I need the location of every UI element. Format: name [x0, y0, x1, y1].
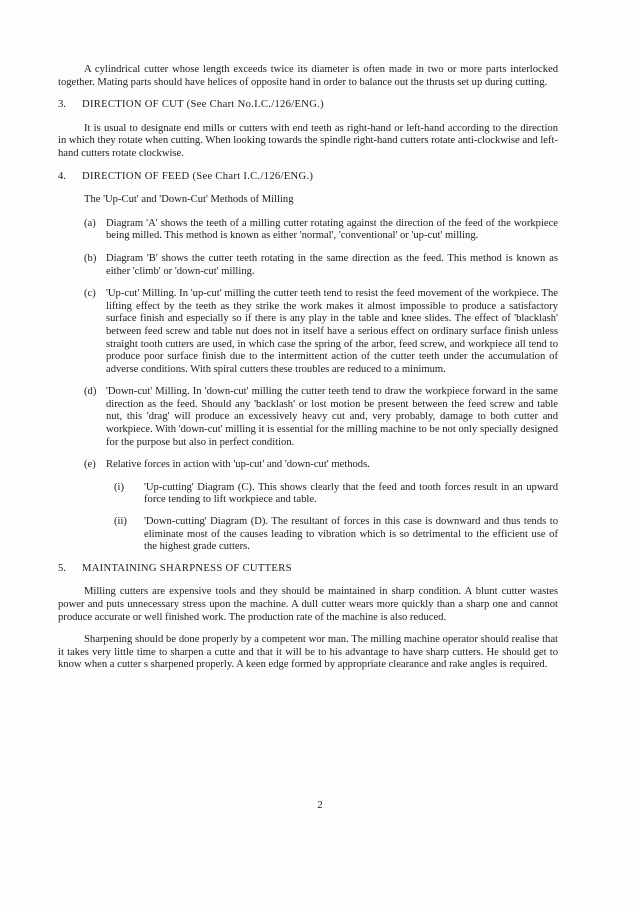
list-item — [84, 386, 558, 449]
section-number: 5. — [58, 562, 66, 574]
intro-paragraph: A cylindrical cutter whose length exceeds twice its diameter is often made in two or more parts interlocked together. Mating parts should have helices of opposite hand in order to balance out the thrusts set up during cutting. — [58, 64, 558, 88]
section-number: 4. — [58, 170, 66, 182]
list-item — [84, 459, 558, 472]
item-label: (a) — [84, 217, 96, 229]
section-4-heading — [58, 171, 558, 184]
item-text: 'Up-cutting' Diagram (C). This shows clearly that the feed and tooth forces result in an upward force tending to lift workpiece and table. — [144, 481, 558, 506]
item-label: (b) — [84, 252, 97, 264]
item-text: 'Up-cut' Milling. In 'up-cut' milling the cutter teeth tend to resist the feed movement of the workpiece. The lifting effect by the teeth as they strike the work makes it almost impossible to produce a satisfactory surface finish and especially so if there is any play in the table and knee slides. The effect of 'blacklash' between feed screw and table nut does not in itself have a serious effect on ordinary surface finish unless straight tooth cutters are used, in which case the spring of the arbor, feed screw, and workpiece all tend to produce poor surface finish due to the intermittent action of the cutter teeth under the accumulation of adverse conditions. With spiral cutters these troubles are reduced to a minimum. — [106, 288, 558, 375]
list-item — [84, 253, 558, 278]
section-title: MAINTAINING SHARPNESS OF CUTTERS — [82, 562, 292, 574]
item-text: Diagram 'A' shows the teeth of a milling cutter rotating against the direction of the feed of the workpiece being milled. This method is known as either 'normal', 'conventional' or 'up-cut' milling. — [106, 217, 558, 242]
item-text: 'Down-cut' Milling. In 'down-cut' milling the cutter teeth tend to draw the workpiece forward in the same direction as the feed. Should any 'backlash' or lost motion be present between the feed screw and table nut, this 'drag' will produce an excessively heavy cut and, very probably, damage to both cutter and workpiece. With 'down-cut' milling it is essential for the milling machine to be not only specially designed for the purpose but also in perfect condition. — [106, 386, 558, 448]
item-label: (c) — [84, 288, 96, 300]
sub-list-item — [114, 516, 558, 554]
list-item — [84, 218, 558, 243]
section-3-heading — [58, 99, 558, 112]
page-number: 2 — [317, 799, 323, 811]
list-item — [84, 288, 558, 376]
section-3-paragraph: It is usual to designate end mills or cutters with end teeth as right-hand or left-hand according to the direction in which they rotate when cutting. When looking towards the spindle right-hand cutters rotate anti-clockwise and left-hand cutters rotate clockwise. — [58, 122, 558, 159]
section-title: DIRECTION OF CUT (See Chart No.I.C./126/ENG.) — [82, 99, 324, 111]
item-text: Diagram 'B' shows the cutter teeth rotating in the same direction as the feed. This method is known as either 'climb' or 'down-cut' milling. — [106, 252, 558, 277]
section-number: 3. — [58, 99, 66, 111]
item-text: 'Down-cutting' Diagram (D). The resultant of forces in this case is downward and thus tends to eliminate most of the causes leading to vibration which is so detrimental to the efficient use of the highest grade cutters. — [144, 516, 558, 553]
item-label: (d) — [84, 386, 97, 398]
section-title: DIRECTION OF FEED (See Chart I.C./126/ENG.) — [82, 170, 314, 182]
section-5-paragraph: Sharpening should be done properly by a competent wor man. The milling machine operator should realise that it takes very little time to sharpen a cutte and that it will be to his advantage to have sharp cutters. He should get to know when a cutter s sharpened properly. A keen edge formed by appropriate clearance and rake angles is required. — [58, 634, 558, 671]
item-label: (i) — [114, 481, 124, 493]
sub-list-item — [114, 482, 558, 507]
item-label: (e) — [84, 459, 96, 471]
section-4-subtitle: The 'Up-Cut' and 'Down-Cut' Methods of Milling — [84, 194, 294, 206]
section-5-paragraph: Milling cutters are expensive tools and they should be maintained in sharp condition. A blunt cutter wastes power and puts unnecessary stress upon the machine. A dull cutter wears more quickly than a sharp one and cannot produce accurate or well finished work. The production rate of the machine is also reduced. — [58, 586, 558, 623]
item-label: (ii) — [114, 516, 127, 528]
item-text: Relative forces in action with 'up-cut' and 'down-cut' methods. — [106, 459, 370, 471]
page-body — [58, 64, 558, 682]
section-5-heading — [58, 563, 558, 576]
